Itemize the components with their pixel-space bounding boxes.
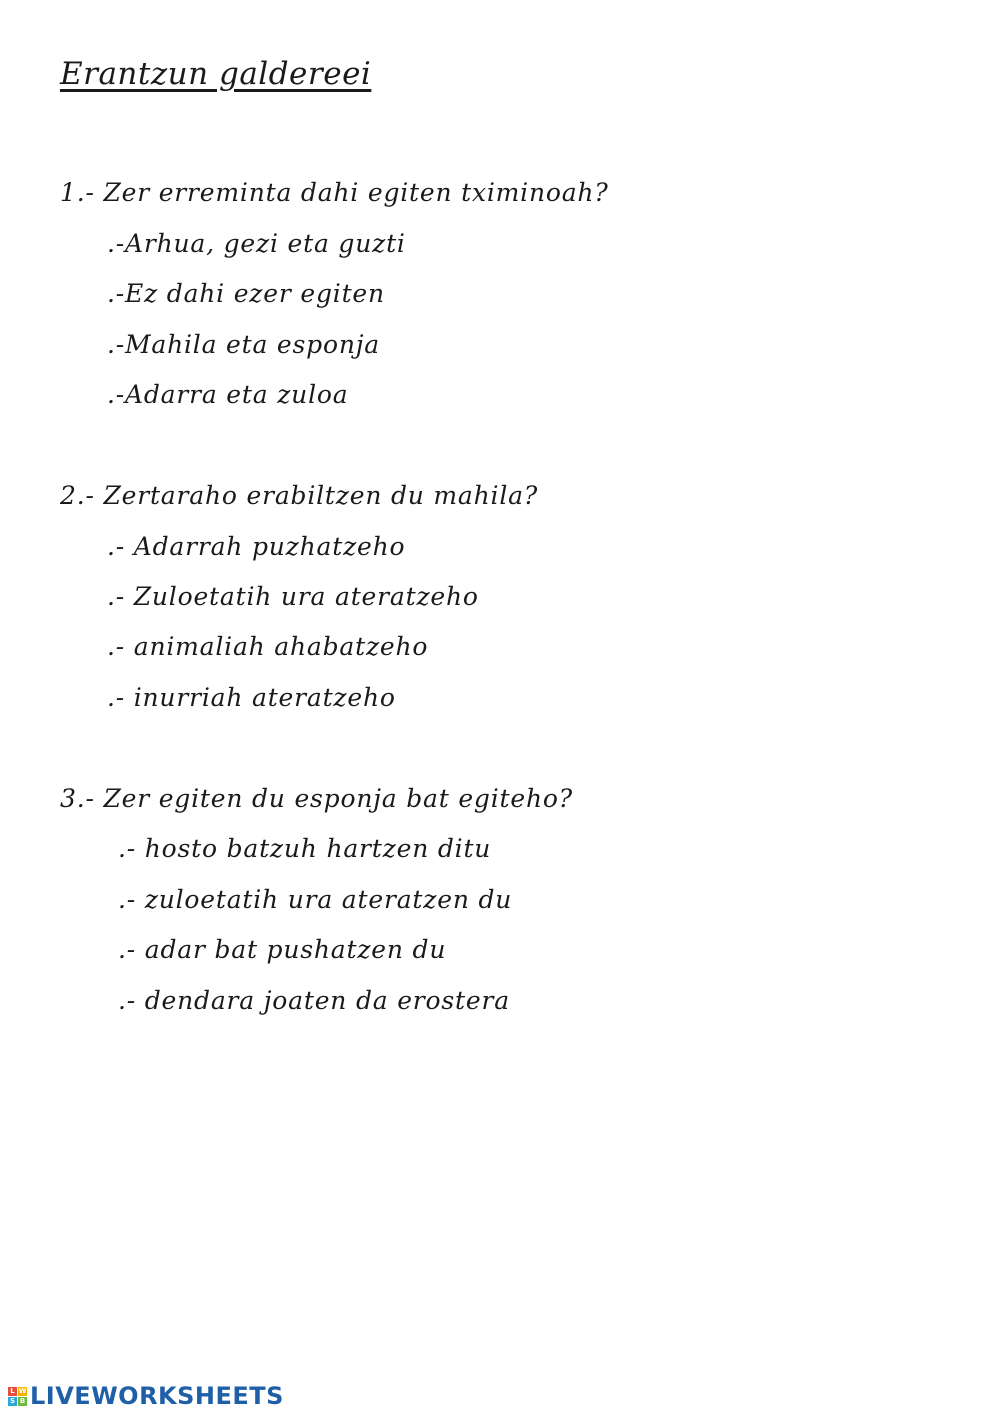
q2-option-3[interactable]: .- animaliah ahabatzeho — [107, 632, 429, 661]
page-title: Erantzun galdereei — [60, 56, 372, 92]
q1-option-1[interactable]: .-Arhua, gezi eta guzti — [107, 229, 406, 258]
footer-brand — [8, 1380, 284, 1412]
liveworksheets-logo-icon: L W S B — [9, 1386, 27, 1405]
q1-option-3[interactable]: .-Mahila eta esponja — [107, 330, 380, 359]
brand-name: LIVEWORKSHEETS — [30, 1382, 284, 1410]
q1-option-4[interactable]: .-Adarra eta zuloa — [107, 380, 349, 409]
q2-option-4[interactable]: .- inurriah ateratzeho — [107, 683, 396, 712]
q3-option-3[interactable]: .- adar bat pushatzen du — [118, 935, 447, 964]
q3-option-4[interactable]: .- dendara joaten da erostera — [118, 986, 510, 1015]
q1-option-2[interactable]: .-Ez dahi ezer egiten — [107, 279, 385, 308]
q3-option-2[interactable]: .- zuloetatih ura ateratzen du — [118, 885, 513, 914]
question-1: 1.- Zer erreminta dahi egiten tximinoah? — [60, 178, 609, 207]
q2-option-1[interactable]: .- Adarrah puzhatzeho — [107, 532, 406, 561]
question-3: 3.- Zer egiten du esponja bat egiteho? — [60, 784, 573, 813]
q3-option-1[interactable]: .- hosto batzuh hartzen ditu — [118, 834, 492, 863]
question-2: 2.- Zertaraho erabiltzen du mahila? — [60, 481, 539, 510]
q2-option-2[interactable]: .- Zuloetatih ura ateratzeho — [107, 582, 479, 611]
